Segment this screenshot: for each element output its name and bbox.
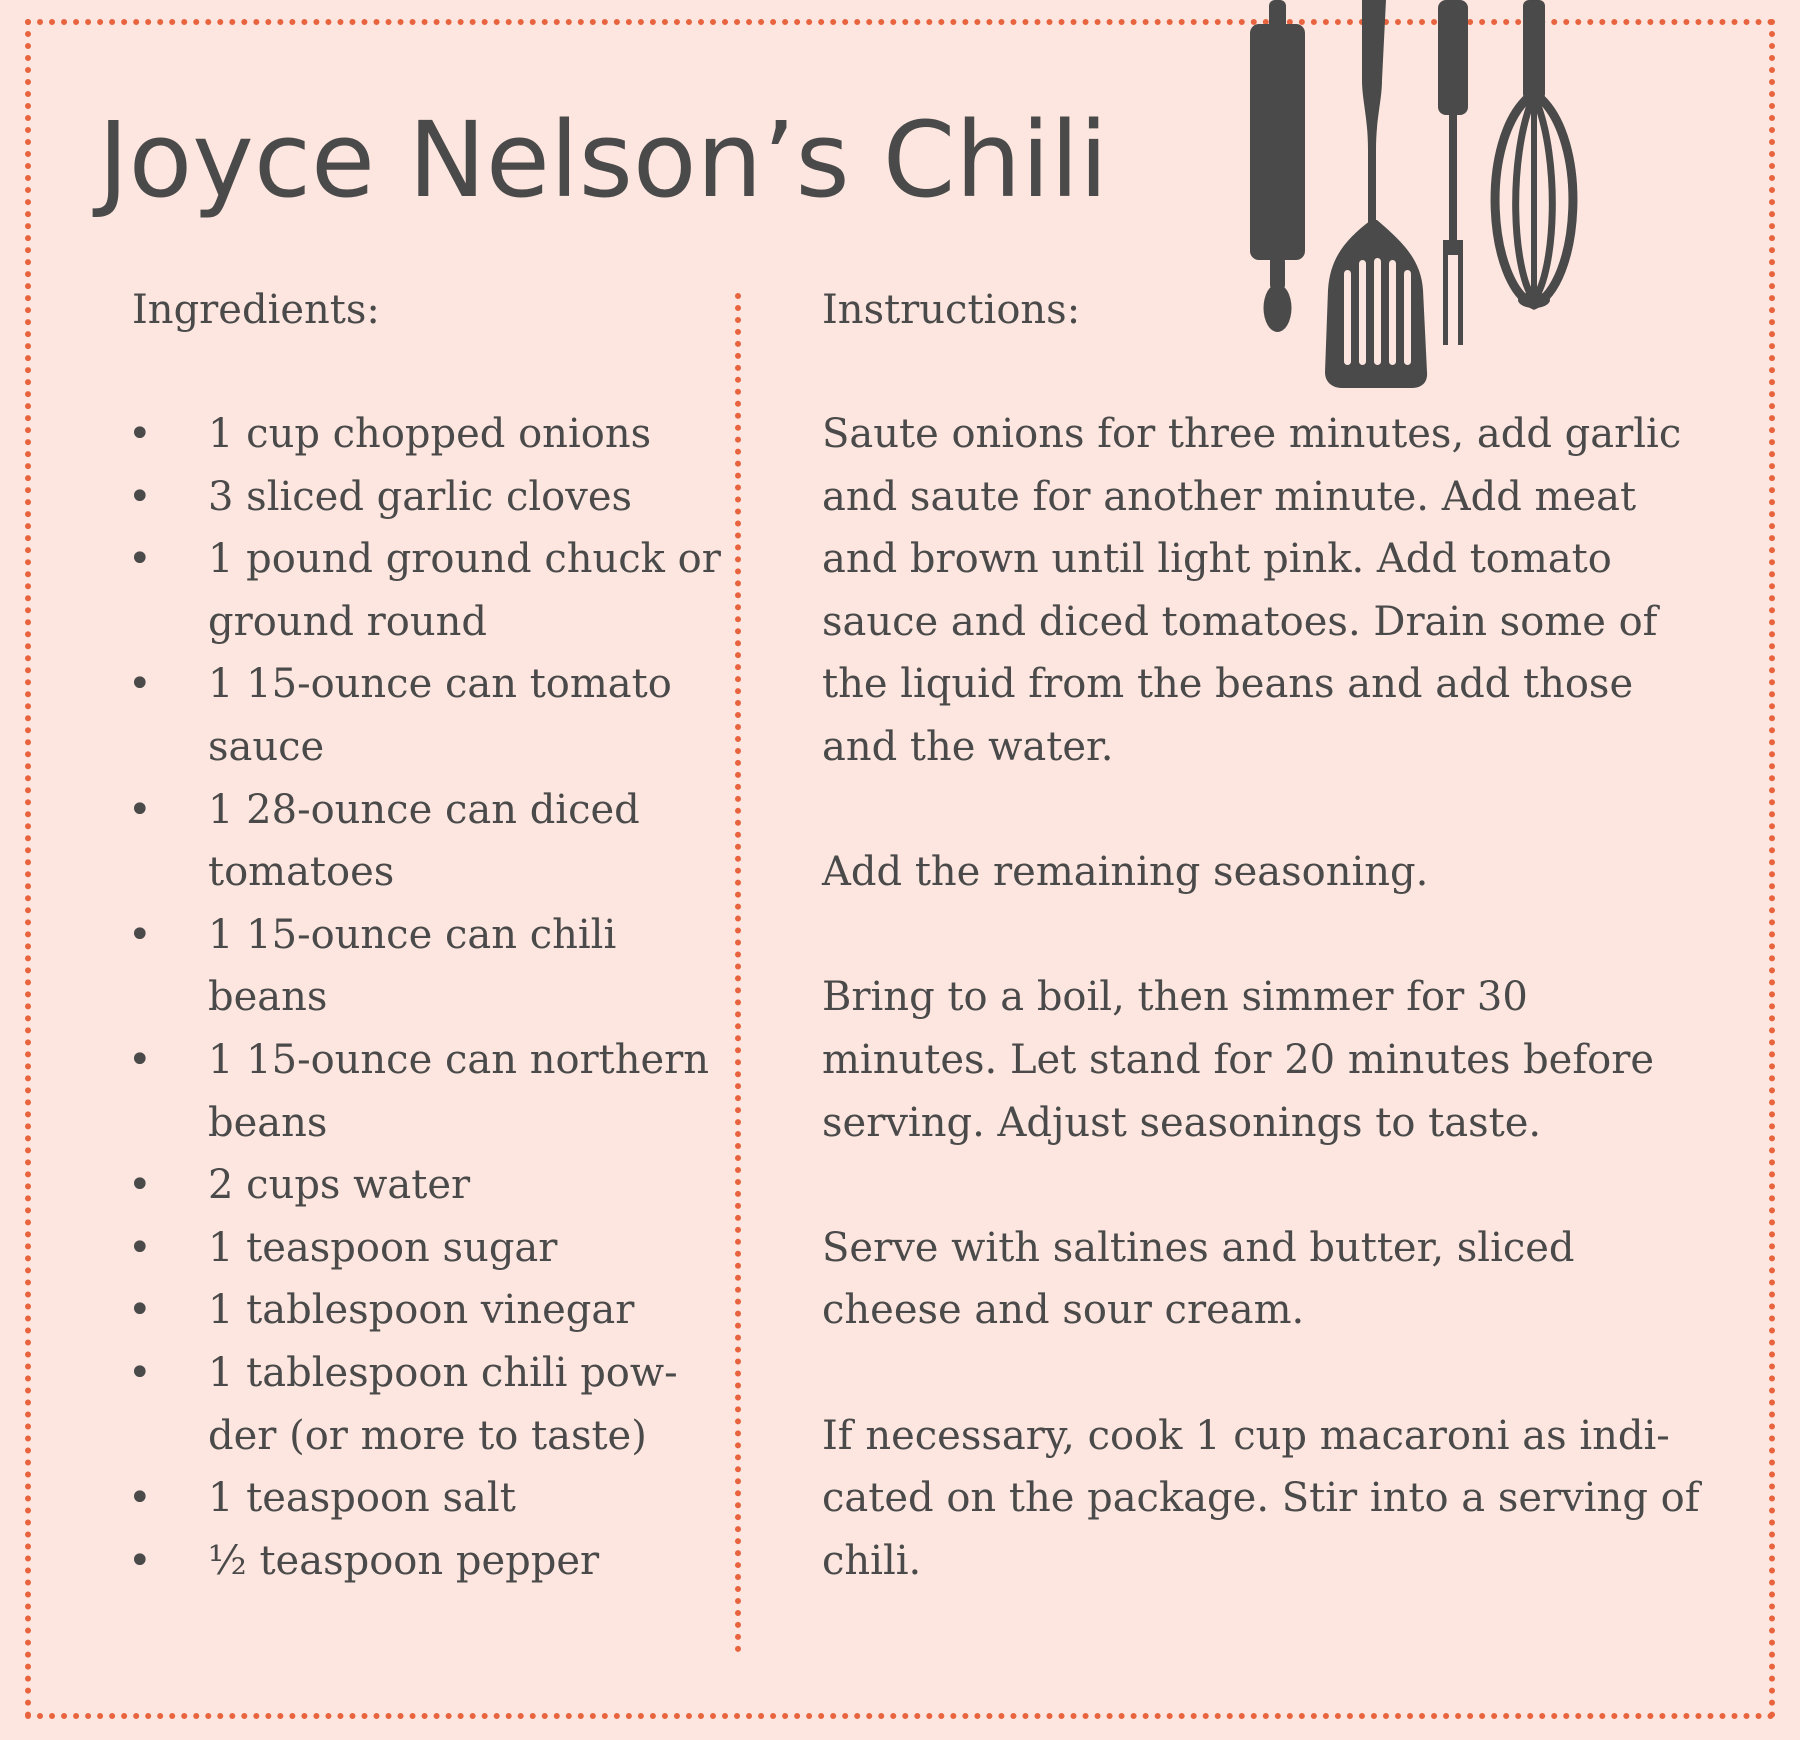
bullet-icon: • xyxy=(128,1537,152,1584)
rolling-pin-icon xyxy=(1250,0,1305,332)
ingredient-item: • 1 15-ounce can northern beans xyxy=(118,1029,738,1154)
ingredient-item: • 1 tablespoon vinegar xyxy=(118,1279,738,1342)
ingredients-list xyxy=(118,403,738,1592)
ingredient-item: • 1 15-ounce can chili beans xyxy=(118,904,738,1029)
bullet-icon: • xyxy=(128,1162,152,1209)
ingredient-item: • 1 tablespoon chili pow-der (or more to taste) xyxy=(118,1342,738,1467)
ingredient-item: • 1 cup chopped onions xyxy=(118,403,738,466)
instruction-paragraph: Add the remaining seasoning. xyxy=(822,849,1429,896)
ingredient-item: • 1 teaspoon salt xyxy=(118,1467,738,1530)
ingredients-heading: Ingredients: xyxy=(132,287,380,333)
ingredient-item: • 1 15-ounce can tomato sauce xyxy=(118,653,738,778)
bullet-icon: • xyxy=(128,1349,152,1396)
whisk-icon xyxy=(1495,0,1573,308)
bullet-icon: • xyxy=(128,1036,152,1083)
utensils-illustration xyxy=(1240,0,1600,400)
bullet-icon: • xyxy=(128,1475,152,1522)
ingredient-item: • 1 pound ground chuck or ground round xyxy=(118,528,738,653)
instruction-paragraph: If necessary, cook 1 cup macaroni as indi-cated on the package. Stir into a serving of chili. xyxy=(822,1412,1700,1584)
bullet-icon: • xyxy=(128,1224,152,1271)
bullet-icon: • xyxy=(128,536,152,583)
instruction-paragraph: Bring to a boil, then simmer for 30 minutes. Let stand for 20 minutes before serving. Adjust seasonings to taste. xyxy=(822,974,1655,1146)
bullet-icon: • xyxy=(128,411,152,457)
instruction-paragraph: Saute onions for three minutes, add garlic and saute for another minute. Add meat and brown until light pink. Add tomato sauce and diced tomatoes. Drain some of the liquid from the beans and add those and the water. xyxy=(822,411,1682,770)
instruction-paragraph: Serve with saltines and butter, sliced cheese and sour cream. xyxy=(822,1224,1575,1334)
ingredient-item: • 3 sliced garlic cloves xyxy=(118,466,738,529)
bullet-icon: • xyxy=(128,786,152,833)
bullet-icon: • xyxy=(128,661,152,708)
ingredient-item: • 1 28-ounce can diced tomatoes xyxy=(118,779,738,904)
ingredient-item: • 2 cups water xyxy=(118,1154,738,1217)
ingredient-item: • 1 teaspoon sugar xyxy=(118,1217,738,1280)
bullet-icon: • xyxy=(128,1287,152,1334)
instructions-body xyxy=(822,403,1702,1592)
instructions-heading: Instructions: xyxy=(822,287,1081,333)
recipe-title: Joyce Nelson’s Chili xyxy=(98,99,1108,221)
bullet-icon: • xyxy=(128,473,152,520)
bullet-icon: • xyxy=(128,911,152,958)
fork-icon xyxy=(1438,0,1468,345)
ingredient-item: • ½ teaspoon pepper xyxy=(118,1530,738,1593)
